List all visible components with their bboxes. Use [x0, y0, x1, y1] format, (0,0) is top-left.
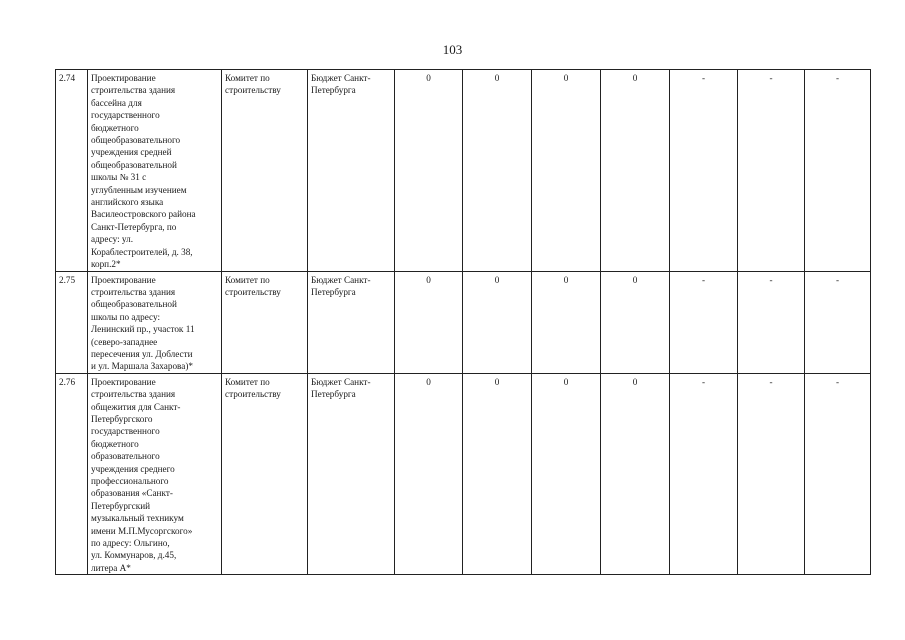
row-source: Бюджет Санкт-Петербурга [308, 271, 395, 373]
row-value-3: 0 [532, 70, 601, 272]
row-value-2: 0 [463, 271, 532, 373]
row-value-4: 0 [601, 373, 670, 575]
row-value-2: 0 [463, 373, 532, 575]
program-table [55, 69, 871, 575]
row-value-5: - [670, 373, 738, 575]
page-number: 103 [442, 42, 463, 57]
row-value-2: 0 [463, 70, 532, 272]
row-value-6: - [738, 373, 805, 575]
row-name: Проектирование строительства здания общежития для Санкт- Петербургского государственного бюджетного образовательного учреждения среднего профессионального образования «Санкт- Петербургский музыкальный техникум имени М.П.Мусоргского» по адресу: Ольгино, ул. Коммунаров, д.45, литера А* [88, 373, 222, 575]
row-name: Проектирование строительства здания общеобразовательной школы по адресу: Ленинский пр., участок 11 (северо-западнее пересечения ул. Доблести и ул. Маршала Захарова)* [88, 271, 222, 373]
row-name: Проектирование строительства здания бассейна для государственного бюджетного общеобразовательного учреждения средней общеобразовательной школы № 31 с углубленным изучением английского языка Василеостровского района Санкт-Петербурга, по адресу: ул. Кораблестроителей, д. 38, корп.2* [88, 70, 222, 272]
row-value-7: - [805, 70, 871, 272]
table-row [56, 271, 871, 373]
row-source: Бюджет Санкт-Петербурга [308, 70, 395, 272]
row-source: Бюджет Санкт-Петербурга [308, 373, 395, 575]
row-number: 2.74 [56, 70, 88, 272]
row-number: 2.76 [56, 373, 88, 575]
row-executor: Комитет по строительству [222, 271, 308, 373]
row-value-6: - [738, 271, 805, 373]
table-row [56, 373, 871, 575]
row-value-5: - [670, 271, 738, 373]
row-value-7: - [805, 271, 871, 373]
row-value-4: 0 [601, 271, 670, 373]
row-value-1: 0 [395, 70, 463, 272]
row-value-1: 0 [395, 271, 463, 373]
row-value-5: - [670, 70, 738, 272]
row-value-3: 0 [532, 373, 601, 575]
row-value-4: 0 [601, 70, 670, 272]
row-number: 2.75 [56, 271, 88, 373]
table-row [56, 70, 871, 272]
row-value-3: 0 [532, 271, 601, 373]
row-executor: Комитет по строительству [222, 70, 308, 272]
row-value-7: - [805, 373, 871, 575]
row-value-6: - [738, 70, 805, 272]
row-value-1: 0 [395, 373, 463, 575]
row-executor: Комитет по строительству [222, 373, 308, 575]
